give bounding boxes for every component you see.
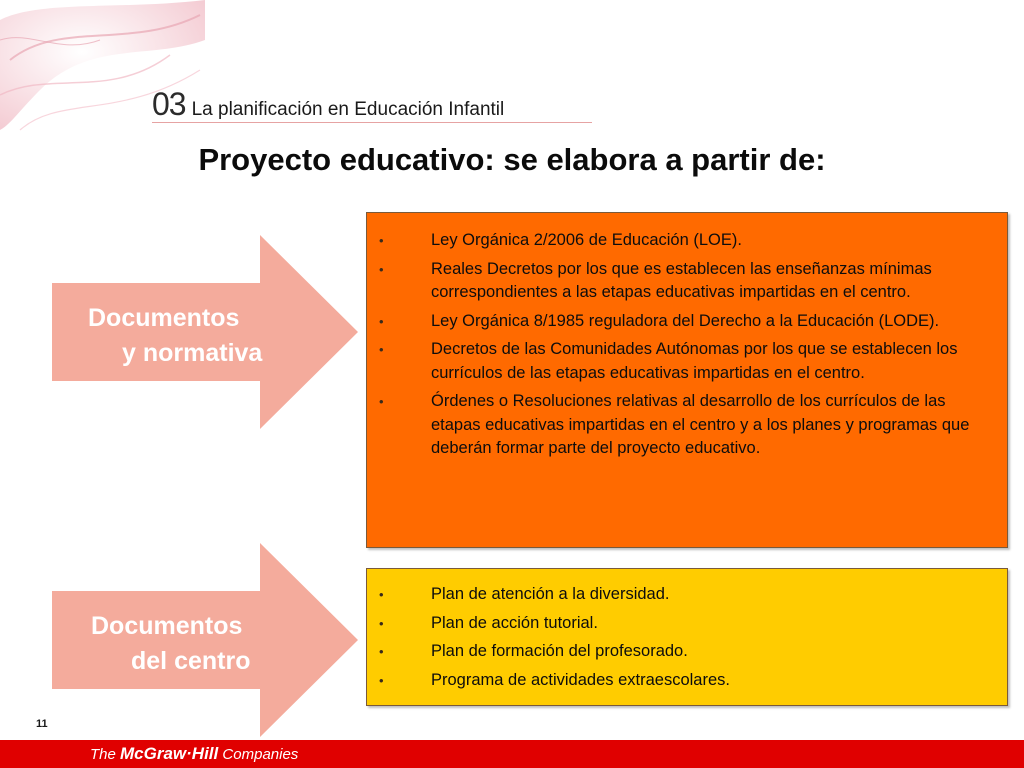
arrow-label-line1: Documentos [88,304,240,332]
chapter-title: La planificación en Educación Infantil [191,99,505,120]
centro-list-box [366,568,1008,706]
list-item: • Ley Orgánica 2/2006 de Educación (LOE). [367,229,993,253]
slide-title: Proyecto educativo: se elabora a partir de: [198,142,826,177]
list-item: • Programa de actividades extraescolares. [367,669,993,693]
brand-name: McGraw·Hill [120,744,219,763]
list-item: • Órdenes o Resoluciones relativas al desarrollo de los currículos de las etapas educativas impartidas en el centro y a los planes y programas que deberán formar parte del proyecto educativo. [379,392,970,457]
chapter-heading [152,86,592,123]
bullet-icon: • [379,615,384,631]
arrow-label-documentos-centro [91,609,250,679]
list-item: • Plan de acción tutorial. [367,612,993,636]
normativa-list-box [366,212,1008,548]
list-item: • Plan de formación del profesorado. [367,640,993,664]
bullet-icon: • [379,233,384,248]
publisher-logo [90,744,298,764]
arrow-label-line2: del centro [131,647,251,675]
bullet-icon: • [379,313,384,329]
arrow-label-line1: Documentos [91,612,243,640]
bullet-icon: • [379,672,384,688]
arrow-label-documentos-normativa [88,301,262,371]
footer-bar [0,740,1024,768]
bullet-icon: • [379,587,384,602]
normativa-list [367,229,993,461]
bullet-icon: • [379,261,384,277]
list-item: • Plan de atención a la diversidad. [367,583,993,607]
bullet-icon: • [379,644,384,659]
chapter-number: 03 [152,86,186,122]
arrow-label-line2: y normativa [122,339,263,367]
list-item: • Decretos de las Comunidades Autónomas por los que se establecen los currículos de las etapas educativas impartidas en el centro. [379,340,958,382]
list-item: • Ley Orgánica 8/1985 reguladora del Derecho a la Educación (LODE). [367,310,993,334]
bullet-icon: • [379,342,384,357]
brand-prefix: The [90,746,121,763]
brand-suffix: Companies [218,746,299,763]
centro-list [367,583,993,692]
bullet-icon: • [379,394,384,409]
list-item: • Reales Decretos por los que es establecen las enseñanzas mínimas correspondientes a las etapas educativas impartidas en el centro. [379,259,932,301]
page-number: 11 [36,718,48,730]
